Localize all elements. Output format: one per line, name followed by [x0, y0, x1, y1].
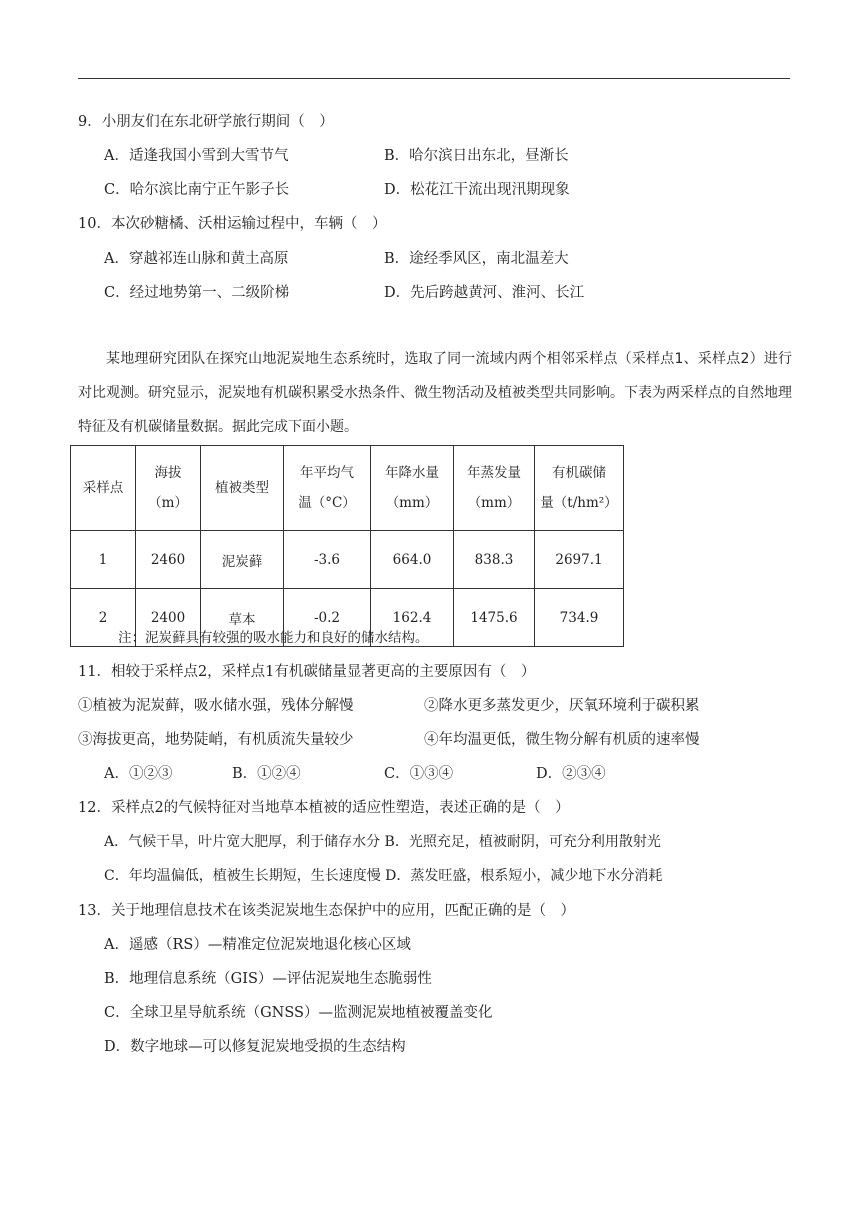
q10-option-c: C．经过地势第一、二级阶梯 [104, 285, 290, 301]
table-header-row [71, 446, 624, 531]
q12-stem: 12．采样点2的气候特征对当地草本植被的适应性塑造，表述正确的是（ ） [78, 800, 570, 816]
q12-options-cd: C．年均温偏低，植被生长期短，生长速度慢 D．蒸发旺盛，根系短小，减少地下水分消耗 [104, 868, 663, 884]
q10-stem: 10．本次砂糖橘、沃柑运输过程中，车辆（ ） [78, 216, 387, 232]
header-cell: 海拔 （m） [136, 446, 201, 531]
table-row [71, 531, 624, 589]
q13-option-d: D．数字地球—可以修复泥炭地受损的生态结构 [104, 1039, 406, 1055]
reading-passage: 某地理研究团队在探究山地泥炭地生态系统时，选取了同一流域内两个相邻采样点（采样点1、采样点2）进行对比观测。研究显示，泥炭地有机碳积累受水热条件、微生物活动及植被类型共同影响。下表为两采样点的自然地理特征及有机碳储量数据。据此完成下面小题。 [78, 351, 792, 435]
q11-option-d: D．②③④ [536, 766, 606, 782]
table-cell: -3.6 [284, 531, 371, 589]
q13-option-a: A．遥感（RS）—精准定位泥炭地退化核心区域 [104, 937, 411, 953]
q11-option-c: C．①③④ [384, 766, 454, 782]
q13-option-b: B．地理信息系统（GIS）—评估泥炭地生态脆弱性 [104, 971, 432, 987]
header-rule [78, 78, 790, 79]
table-cell: 1475.6 [454, 589, 535, 647]
table-cell: 734.9 [535, 589, 624, 647]
q11-statement-2: ②降水更多蒸发更少，厌氧环境利于碳积累 [424, 698, 700, 714]
q11-statement-1: ①植被为泥炭藓，吸水储水强，残体分解慢 [78, 698, 354, 714]
table-cell: 2400 [136, 589, 201, 647]
table-cell: -0.2 [284, 589, 371, 647]
q13-option-c: C．全球卫星导航系统（GNSS）—监测泥炭地植被覆盖变化 [104, 1005, 493, 1021]
q11-statement-3: ③海拔更高，地势陡峭，有机质流失量较少 [78, 732, 354, 748]
q11-option-b: B．①②④ [232, 766, 301, 782]
table-cell: 2697.1 [535, 531, 624, 589]
header-cell: 采样点 [71, 446, 136, 531]
q11-stem: 11．相较于采样点2，采样点1有机碳储量显著更高的主要原因有（ ） [78, 664, 536, 680]
q9-option-d: D．松花江干流出现汛期现象 [384, 182, 570, 198]
table-cell: 162.4 [371, 589, 454, 647]
table-cell: 草本 [201, 589, 284, 647]
q10-option-a: A．穿越祁连山脉和黄土高原 [104, 251, 289, 267]
table-note: 注：泥炭藓具有较强的吸水能力和良好的储水结构。 [118, 630, 429, 646]
header-cell: 有机碳储 量（t/hm²） [535, 446, 624, 531]
table-cell: 2 [71, 589, 136, 647]
q10-option-d: D．先后跨越黄河、淮河、长江 [384, 285, 585, 301]
table-cell: 泥炭藓 [201, 531, 284, 589]
q11-option-a: A．①②③ [104, 766, 173, 782]
header-cell: 植被类型 [201, 446, 284, 531]
header-cell: 年平均气 温（°C） [284, 446, 371, 531]
q9-option-a: A．适逢我国小雪到大雪节气 [104, 148, 289, 164]
header-cell: 年降水量 （mm） [371, 446, 454, 531]
q9-option-c: C．哈尔滨比南宁正午影子长 [104, 182, 290, 198]
q11-statement-4: ④年均温更低，微生物分解有机质的速率慢 [424, 732, 700, 748]
q9-option-b: B．哈尔滨日出东北，昼渐长 [384, 148, 569, 164]
q9-stem: 9．小朋友们在东北研学旅行期间（ ） [78, 114, 334, 130]
q13-stem: 13．关于地理信息技术在该类泥炭地生态保护中的应用，匹配正确的是（ ） [78, 903, 575, 919]
table-cell: 838.3 [454, 531, 535, 589]
table-cell: 1 [71, 531, 136, 589]
sampling-data-table [70, 445, 624, 647]
q12-options-ab: A．气候干旱，叶片宽大肥厚，利于储存水分 B．光照充足，植被耐阴，可充分利用散射光 [104, 834, 661, 850]
header-cell: 年蒸发量 （mm） [454, 446, 535, 531]
table-cell: 2460 [136, 531, 201, 589]
q10-option-b: B．途经季风区，南北温差大 [384, 251, 569, 267]
table-cell: 664.0 [371, 531, 454, 589]
